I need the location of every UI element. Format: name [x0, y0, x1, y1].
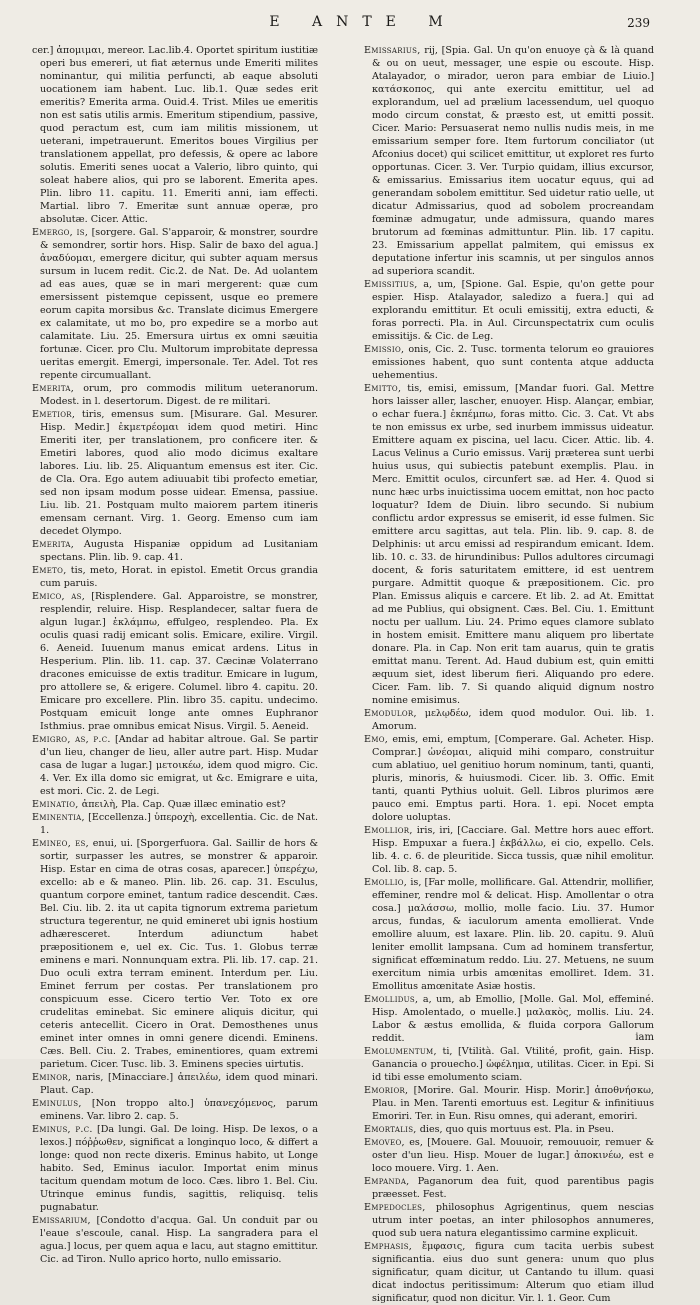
entry-headword: Emeto,: [32, 565, 67, 576]
entry-headword: Emissitius,: [364, 279, 418, 290]
entry-text: [Andar ad habitar altroue. Gal. Se partir d'un lieu, changer de lieu, aller autre part. Hisp. Mudar casa de lugar a lugar.] μετοικέω, idem quod migro. Cic. 4. Ver. Ex illa domo sic emigrat, ut &c. Emigrare e uita, est mori. Cic. 2. de Legi.: [40, 734, 318, 797]
dictionary-entry: [32, 811, 318, 837]
entry-headword: Emollio,: [364, 877, 408, 888]
entry-headword: Eminulus,: [32, 1098, 82, 1109]
entry-text: [Risplendere. Gal. Apparoistre, se monstrer, resplendir, reluire. Hisp. Resplandecer, saltar fuera de algun lugar.] ἐκλάμπω, effulgeo, resplendeo. Pla. Ex oculis quasi radij emicant solis. Emicare, exilire. Virgil. 6. Aeneid. Iuuenum manus emicat ardens. Litus in Hesperium. Plin. lib. 11. cap. 37. Cæcinæ Volaterrano dracones emicuisse de extis traditur. Emicare in lugum, pro attollere se, & erigere. Columel. libro 4. capitu. 20. Emicare pro excellere. Plin. libro 35. capitu. undecimo. Postquam emicuit longe ante omnes Euphranor Isthmius. prae omnibus emicat Nisus. Virgil. 5. Aeneid.: [40, 591, 318, 732]
entry-text: a, um, [Spione. Gal. Espie, qu'on gette pour espier. Hisp. Atalayador, saledizo a fuera.] qui ad explorandu emittitur. Et oculi emissitij, extra educti, & foras porrecti. Pla. in Aul. Circunspectatrix cum oculis emissitijs. & Cic. de Leg.: [372, 279, 654, 342]
entry-text: ti, [Vtilità. Gal. Vtilité, profit, gain. Hisp. Ganancia o prouecho.] ὠφέλημα, utilitas. Cicer. in Epi. Si id tibi esse emolumento sciam.: [372, 1046, 654, 1083]
entry-headword: Emissio,: [364, 344, 405, 355]
entry-headword: Emollidus,: [364, 994, 419, 1005]
entry-text: tis, emisi, emissum, [Mandar fuori. Gal. Mettre hors laisser aller, lascher, enuoyer. Hisp. Alançar, embiar, o echar fuera.] ἐκπέμπω, foras mitto. Cic. 3. Cat. Vt abs te non emissus ex urbe, sed inurbem immissus uideatur. Emittere aquam ex piscina, uel lacu. Cicer. Attic. lib. 4. Lacus Velinus a Curio emissus. Varij præterea sunt uerbi huius usus, qui subiectis patebunt exemplis. Plau. in Merc. Emittit oculos, circunfert sæ. ad Her. 4. Quod si nunc hæc urbs inuictissima uocem emittat, non hoc pacto loquatur? Idem de Diuin. libro secundo. Si nubium conflictu ardor expressus se emiserit, id esse fulmen. Sic emittere arcu sagittas, aut tela. Plin. lib. 9. cap. 8. de Delphinis: ut arcu emissi ad respirandum emicant. Idem. lib. 10. c. 33. de hirundinibus: Pullos adultores circumagi docent, & foris saturitatem emittere, id est uentrem purgare. Admittit quoque & præpositionem. Cic. pro Plan. Emissus aliquis e carcere. Et lib. 2. ad At. Emittat ad me Publius, qui obsignent. Cæs. Bel. Ciu. 1. Emittunt noctu per uallum. Liu. 24. Primo eques clamore sublato in hostem emisit. Emittere manu aliquem pro libertate donare. Pla. in Cap. Non erit tam auarus, quin te gratis emittat manu. Terent. Ad. Haud dubium est, quin emitti æquum siet, idest liberum fieri. Aliquando pro edere. Cicer. Fam. lib. 7. Si quando aliquid dignum nostro nomine emisimus.: [372, 383, 654, 706]
dictionary-entry: [364, 1175, 654, 1201]
entry-text: enui, ui. [Sporgerfuora. Gal. Saillir de hors & sortir, surpasser les autres, se monstrer & apparoir. Hisp. Estar en cima de otras cosas, aparecer.] ὑπερέχω, excello: ab e & maneo. Plin. lib. 26. cap. 31. Esculus, quantum corpore eminet, tantum radice descendit. Cæs. Bel. Ciu. lib. 2. ita ut capita tignorum extrema parietum structura tegerentur, ne quid emineret ubi ignis hostium adhæresceret. Interdum adiunctum habet præpositionem e, uel ex. Cic. Tus. 1. Globus terræ eminens e mari. Nonnunquam extra. Pli. lib. 17. cap. 21. Duo oculi extra terram eminent. Interdum per. Liu. Eminet ferrum per costas. Per translationem pro conspicuum esse. Cicero tertio Ver. Toto ex ore crudelitas eminebat. Sic eminere aliquis dicitur, qui ceteris antecellit. Cicero in Orat. Demosthenes unus eminet inter omnes in omni genere dicendi. Eminens. Cæs. Bell. Ciu. 2. Trabes, eminentiores, quam extremi parietum. Cicer. Tusc. lib. 3. Eminens species uirtutis.: [40, 838, 319, 1070]
entry-headword: Emissarium,: [32, 1215, 91, 1226]
entry-headword: Emerita,: [32, 539, 75, 550]
entry-text: [Condotto d'acqua. Gal. Un conduit par ou l'eaue s'escoule, canal. Hisp. La sangradera para el agua.] locus, per quem aqua e lacu, aut stagno emittitur. Cic. ad Tiron. Nullo aprico horto, nullo emissario.: [40, 1215, 318, 1265]
entry-text: is, [Far molle, mollificare. Gal. Attendrir, mollifier, effeminer, rendre mol & delicat. Hisp. Amollentar o otra cosa.] μαλάσσω, mollio, molle facio. Liu. 37. Humor arcus, fundas, & iaculorum amenta emollierat. Vnde emollire aluum, est laxare. Plin. lib. 20. capitu. 9. Aluū leniter emollit lampsana. Cum ad hominem transfertur, significat effœminatum reddo. Liu. 27. Metuens, ne suum exercitum nimia urbis amœnitas emolliret. Idem. 31. Emollitus amœnitate Asiæ hostis.: [372, 877, 654, 992]
entry-headword: Emineo, es,: [32, 838, 89, 849]
dictionary-entry: [364, 44, 654, 278]
dictionary-entry: [364, 1123, 654, 1136]
entry-headword: Emigro, as, p.c.: [32, 734, 111, 745]
dictionary-entry: [364, 733, 654, 824]
entry-headword: Emollior,: [364, 825, 413, 836]
right-column: [364, 44, 654, 1304]
entry-text: orum, pro commodis militum ueteranorum. Modest. in l. desertorum. Digest. de re militari.: [40, 383, 318, 407]
entry-text: ἀπειλὴ, Pla. Cap. Quæ illæc eminatio est?: [81, 799, 286, 810]
left-column: [32, 44, 319, 1265]
entry-text: Augusta Hispaniæ oppidum ad Lusitaniam spectans. Plin. lib. 9. cap. 41.: [40, 539, 318, 563]
entry-headword: Emorior,: [364, 1085, 409, 1096]
dictionary-entry: [364, 1045, 654, 1084]
dictionary-entry: [364, 707, 654, 733]
catchword: iam: [635, 1032, 654, 1043]
entry-text: onis, Cic. 2. Tusc. tormenta telorum eo grauiores emissiones habent, quo sunt contenta atque adducta uehementius.: [372, 344, 654, 381]
entry-headword: Eminentia,: [32, 812, 85, 823]
dictionary-entry: [32, 44, 318, 226]
entry-headword: Emitto,: [364, 383, 402, 394]
entry-headword: Empedocles,: [364, 1202, 426, 1213]
entry-text: Paganorum dea fuit, quod parentibus pagis præesset. Fest.: [372, 1176, 654, 1200]
dictionary-entry: [364, 824, 654, 876]
entry-headword: Emergo, is,: [32, 227, 89, 238]
entry-text: rij, [Spia. Gal. Un qu'on enuoye çà & là quand & ou on ueut, messager, une espie ou escoute. Hisp. Atalayador, o mirador, ueron para embiar de Liuio.] κατάσκοπος, qui ante exercitu emittitur, uel ad explorandum, uel ad prælium lacessendum, uel quoquo modo circum constat, & præsto est, ut emitti possit. Cicer. Mario: Persuaserat nemo nullis nudis meis, in me emissarium semper fore. Item furtorum conciliator (ut Afconius docet) qui scilicet emittitur, ut exploret res furto opportunas. Cicer. 3. Ver. Turpio quidam, illius excursor, & emissarius. Emissarius item uocatur equus, qui ad generandam sobolem emittitur. Sed uidetur ratio uelle, ut dicatur Admissarius, quod ad sobolem procreandam fœminæ admugatur, unde admissura, quando mares brutorum ad fœminas admittuntur. Plin. lib. 17 capitu. 23. Emissarium appellat palmitem, qui emissus ex deputatione infertur inis scamnis, ut per singulos annos ad superiora scandit.: [372, 45, 654, 277]
dictionary-entry: [364, 1201, 654, 1240]
dictionary-entry: [32, 382, 318, 408]
entry-headword: Emolumentum,: [364, 1046, 437, 1057]
page-number: 239: [627, 16, 650, 30]
entry-text: iris, iri, [Cacciare. Gal. Mettre hors auec effort. Hisp. Empuxar a fuera.] ἐκβάλλω, ei cio, expello. Cels. lib. 4. c. 6. de pleuritide. Sicca tussis, quæ nihil emolitur. Col. lib. 8. cap. 5.: [372, 825, 654, 875]
dictionary-entry: [364, 1084, 654, 1123]
dictionary-entry: [364, 278, 654, 343]
dictionary-entry: [32, 1214, 318, 1266]
dictionary-entry: [364, 1240, 654, 1305]
running-head-title: E ANTE M: [269, 14, 457, 30]
entry-text: emis, emi, emptum, [Comperare. Gal. Acheter. Hisp. Comprar.] ὠνέομαι, aliquid mihi comparo, construitur cum ablatiuo, uel genitiuo horum nominum, tanti, quanti, pluris, minoris, & huiusmodi. Cicer. lib. 3. Offic. Emit tanti, quanti Pythius uoluit. Gell. Libros plurimos ære pauco emi. Emptus parti. Hora. 1. epi. Nocet empta dolore uoluptas.: [372, 734, 654, 823]
entry-headword: Empanda,: [364, 1176, 410, 1187]
entry-headword: Emissarius,: [364, 45, 421, 56]
entry-text: [Da lungi. Gal. De loing. Hisp. De lexos, o a lexos.] πόῤῥωθεν, significat a longinquo loco, & differt a longe: quod non recte dixeris. Eminus habito, ut Longe habito. Sed, Eminus iaculor. Importat enim minus tacitum quendam motum de loco. Cæs. libro 1. Bel. Ciu. Utrinque eminus fundis, sagittis, reliquisq. telis pugnabatur.: [40, 1124, 318, 1213]
running-head: [0, 14, 700, 34]
entry-headword: Emortalis,: [364, 1124, 417, 1135]
entry-text: [Morire. Gal. Mourir. Hisp. Morir.] ἀποθνήσκω, Plau. in Men. Tarenti emortuus est. Legitur & infinitiuus Emoriri. Ter. in Eun. Risu omnes, qui aderant, emoriri.: [372, 1085, 654, 1122]
entry-headword: Emodulor,: [364, 708, 417, 719]
entry-headword: Emphasis,: [364, 1241, 413, 1252]
entry-text: [Non troppo alto.] ὑπανεχόμενος, parum eminens. Var. libro 2. cap. 5.: [40, 1098, 318, 1122]
entry-text: tiris, emensus sum. [Misurare. Gal. Mesurer. Hisp. Medir.] ἐκμετρέομαι idem quod metiri. Hinc Emeriti iter, per translationem, pro conficere iter. & Emetiri labores, quod alio modo dicimus exaltare labores. Liu. lib. 25. Aliquantum emensus est iter. Cic. de Cla. Ora. Ego autem adiuuabit tibi profecto emetiar, sed non ipsam modum posse uidear. Emensa, passiue. Liu. lib. 21. Postquam multo maiorem partem itineris emensam cernant. Virg. 1. Georg. Emenso cum iam decedet Olympo.: [40, 409, 318, 537]
entry-text: philosophus Agrigentinus, quem nescias utrum inter poetas, an inter philosophos annumeres, quod sub uera natura elegantissimo carmine explicuit.: [372, 1202, 654, 1239]
entry-headword: Emerita,: [32, 383, 75, 394]
dictionary-entry: [32, 798, 318, 811]
dictionary-entry: [32, 564, 318, 590]
dictionary-entry: [364, 343, 654, 382]
entry-headword: Emetior,: [32, 409, 76, 420]
dictionary-entry: [32, 733, 318, 798]
dictionary-entry: [364, 993, 654, 1045]
entry-headword: Eminor,: [32, 1072, 72, 1083]
entry-headword: Eminatio,: [32, 799, 79, 810]
entry-headword: Eminus, p.c.: [32, 1124, 93, 1135]
dictionary-entry: [364, 876, 654, 993]
entry-headword: Emo,: [364, 734, 389, 745]
dictionary-entry: [32, 408, 318, 538]
entry-text: a, um, ab Emollio, [Molle. Gal. Mol, effeminé. Hisp. Amolentado, o muelle.] μαλακὸς, mollis. Liu. 24. Labor & æstus emollida, & fluida corpora Gallorum reddit.: [372, 994, 654, 1044]
dictionary-entry: [32, 1097, 318, 1123]
entry-text: tis, meto, Horat. in epistol. Emetit Orcus grandia cum paruis.: [40, 565, 318, 589]
dictionary-entry: [32, 837, 318, 1071]
entry-text: [Eccellenza.] ὑπεροχὴ, excellentia. Cic. de Nat. 1.: [40, 812, 318, 836]
dictionary-entry: [32, 538, 318, 564]
entry-text: [sorgere. Gal. S'apparoir, & monstrer, sourdre & semondrer, sortir hors. Hisp. Salir de baxo del agua.] ἀναδύομαι, emergere dicitur, qui subter aquam mersus sursum in lucem redit. Cic.2. de Nat. De. Ad uolantem ad eas aues, quæ se in mari mergerent: quæ cum emersissent pistemque cepissent, usque eo premere eorum capita morsibus &c. Translate dicimus Emergere ex calamitate, ut mo bo, pro expedire se a morbo aut calamitate. Liu. 25. Emersura uirtus ex omni sæuitia fortunæ. Cicer. pro Clu. Multorum improbitate depressa ueritas emergit. Emergi, impersonale. Ter. Adel. Tot res repente circumuallant.: [40, 227, 318, 381]
entry-text: dies, quo quis mortuus est. Pla. in Pseu.: [419, 1124, 615, 1135]
dictionary-entry: [32, 590, 318, 733]
dictionary-entry: [364, 382, 654, 707]
dictionary-entry: [32, 1123, 318, 1214]
dictionary-entry: [364, 1136, 654, 1175]
entry-text: es, [Mouere. Gal. Mouuoir, remouuoir, remuer & oster d'un lieu. Hisp. Mouer de lugar.] ἀποκινέω, est e loco mouere. Virg. 1. Aen.: [372, 1137, 654, 1174]
entry-headword: Emico, as,: [32, 591, 86, 602]
dictionary-entry: [32, 226, 318, 382]
entry-text: naris, [Minacciare.] ἀπειλέω, idem quod minari. Plaut. Cap.: [40, 1072, 318, 1096]
entry-text: μελῳδέω, idem quod modulor. Oui. lib. 1. Amorum.: [372, 708, 654, 732]
entry-text: ἔμφασις, figura cum tacita uerbis subest significantia. eius duo sunt genera: unum quo plus significatur, quam dicitur, ut Cantando tu illum. quasi dicat indoctus peritissimum: Alterum quo etiam illud significatur, quod non dicitur. Vir. l. 1. Geor. Cum: [372, 1241, 654, 1304]
entry-headword: Emoveo,: [364, 1137, 405, 1148]
dictionary-entry: [32, 1071, 318, 1097]
entry-text: cer.] ἀπομιμαι, mereor. Lac.lib.4. Oportet spiritum iustitiæ operi bus emereri, ut fiat æternus unde Emeriti milites nominantur, qui militia perfuncti, ab eaque absoluti uocationem iam habent. Luc. lib.1. Quæ sedes erit emeritis? Emerita arma. Ouid.4. Trist. Miles ue emeritis non est satis utilis armis. Emeritum stipendium, passive, quod peractum est, cum iam militis missionem, ut ueterani, impetrauerunt. Emeritos boues Virgilius per translationem appellat, pro defessis, & opere ac labore solutis. Emeriti senes uocat a Valerio, libro quinto, qui soleat habere alios, qui pro se laborent. Emerita apes. Plin. libro 11. capitu. 11. Emeriti anni, iam effecti. Martial. libro 7. Emeritæ sunt annuæ operæ, pro absolutæ. Cicer. Attic.: [32, 45, 318, 225]
